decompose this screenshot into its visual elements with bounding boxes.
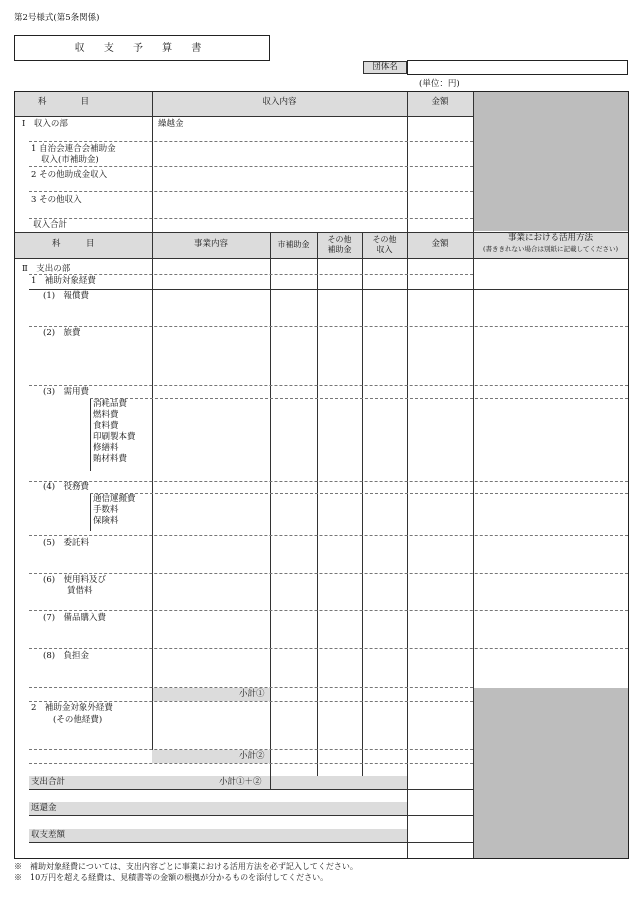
- expense-col-other-income-1: その他: [372, 235, 397, 244]
- item3-sub: 修繕料: [93, 443, 119, 453]
- expense-row-line: [29, 289, 628, 290]
- item3-sub: 印刷製本費: [93, 432, 136, 442]
- note-2: ※ 10万円を超える経費は、見積書等の金額の根拠が分かるものを添付してください。: [14, 873, 329, 882]
- income-col-content: 収入内容: [262, 97, 297, 107]
- expense-item6-line2: 賃借料: [67, 586, 93, 596]
- expense-row-line: [90, 493, 628, 494]
- subtotal2-label: 小計②: [239, 751, 265, 761]
- item4-sub: 保険料: [93, 516, 119, 526]
- form-number: 第2号様式(第5条関係): [14, 13, 100, 23]
- income-row-line: [29, 141, 473, 142]
- expense-item4: (4) 役務費: [43, 482, 90, 492]
- document-title-box: [14, 35, 270, 61]
- expense-row-line: [29, 481, 628, 482]
- expense-sub1: 1 補助対象経費: [31, 276, 96, 286]
- balance-label: 収支差額: [31, 830, 66, 840]
- note-1: ※ 補助対象経費については、支出内容ごとに事業における活用方法を必ず記入してください。: [14, 862, 358, 871]
- expense-row-line: [29, 701, 473, 702]
- expense-row-line: [29, 842, 473, 843]
- subtotal1-label: 小計①: [239, 689, 265, 699]
- income-row1-line2: 収入(市補助金): [41, 155, 99, 165]
- expense-subject-indent: [90, 398, 91, 471]
- expense-divider-content: [270, 232, 271, 789]
- income-row-line: [29, 191, 473, 192]
- expense-col-other-subsidy-2: 補助金: [327, 245, 352, 254]
- expense-row-line: [29, 610, 628, 611]
- expense-divider-other-subsidy: [362, 232, 363, 776]
- expense-col-other-subsidy-1: その他: [327, 235, 352, 244]
- expense-row-line: [29, 815, 473, 816]
- budget-table-border: [14, 91, 629, 859]
- expense-row-line: [29, 326, 628, 327]
- income-row3: 3 その他収入: [31, 195, 82, 205]
- item3-sub: 燃料費: [93, 410, 119, 420]
- group-name-label-cell: [363, 61, 407, 74]
- expense-row-line: [29, 573, 628, 574]
- expense-row-line: [29, 749, 473, 750]
- expense-divider-subject: [152, 232, 153, 750]
- expense-item8: (8) 負担金: [43, 651, 90, 661]
- income-divider-content: [407, 92, 408, 232]
- expense-divider-city: [317, 232, 318, 776]
- expense-row-line: [29, 535, 628, 536]
- expense-section-title: Ⅱ 支出の部: [22, 264, 71, 274]
- item4-sub: 手数料: [93, 505, 119, 515]
- expense-row-line: [29, 687, 473, 688]
- income-col-amount: 金額: [431, 97, 449, 107]
- refund-label: 返還金: [31, 803, 57, 813]
- income-section-title: Ⅰ 収入の部: [22, 119, 68, 129]
- expense-sub2-line2: (その他経費): [53, 715, 103, 725]
- income-carryover: 繰越金: [158, 119, 184, 129]
- income-header-line: [15, 116, 473, 117]
- income-divider-subject: [152, 92, 153, 232]
- expense-header-line: [15, 258, 628, 259]
- expense-row-line: [90, 398, 628, 399]
- expense-col-amount: 金額: [431, 239, 449, 249]
- expense-col-city: 市補助金: [277, 240, 310, 249]
- expense-total-formula: 小計①＋②: [219, 777, 262, 787]
- expense-col-usage-2: (書ききれない場合は別紙に記載してください): [482, 245, 619, 253]
- expense-row-line: [29, 763, 473, 764]
- group-name-field[interactable]: [407, 60, 628, 75]
- expense-item5: (5) 委託料: [43, 538, 90, 548]
- expense-item3: (3) 需用費: [43, 387, 90, 397]
- income-total: 収入合計: [33, 220, 68, 230]
- expense-row-line: [29, 789, 473, 790]
- unit-label: (単位：円): [419, 79, 460, 89]
- item3-sub: 食料費: [93, 421, 119, 431]
- expense-col-other-income-2: 収入: [376, 245, 393, 254]
- expense-item1: (1) 報償費: [43, 291, 90, 301]
- expense-row-line: [29, 648, 628, 649]
- expense-col-subject: 科 目: [52, 239, 95, 249]
- income-row-line: [29, 166, 473, 167]
- expense-col-content: 事業内容: [193, 239, 228, 249]
- item4-sub: 通信運搬費: [93, 494, 136, 504]
- group-name-label: 団体名: [372, 62, 398, 72]
- income-col-subject: 科 目: [38, 97, 90, 107]
- item3-sub: 消耗品費: [93, 399, 128, 409]
- expense-subject-indent: [90, 493, 91, 531]
- expense-row-line: [29, 385, 628, 386]
- expense-col-usage-1: 事業における活用方法: [507, 233, 593, 243]
- expense-item6-line1: (6) 使用料及び: [43, 575, 107, 585]
- income-row-line: [29, 218, 473, 219]
- document-title: 収 支 予 算 書: [74, 43, 210, 54]
- income-row1-line1: 1 自治会連合会補助金: [31, 144, 116, 154]
- income-divider-amount: [473, 92, 474, 232]
- expense-item7: (7) 備品購入費: [43, 613, 107, 623]
- expense-sub2-line1: 2 補助金対象外経費: [31, 703, 113, 713]
- expense-total-label: 支出合計: [31, 777, 66, 787]
- item3-sub: 賄材料費: [93, 454, 128, 464]
- expense-row-line: [29, 274, 473, 275]
- expense-item2: (2) 旅費: [43, 328, 81, 338]
- income-row2: 2 その他助成金収入: [31, 170, 108, 180]
